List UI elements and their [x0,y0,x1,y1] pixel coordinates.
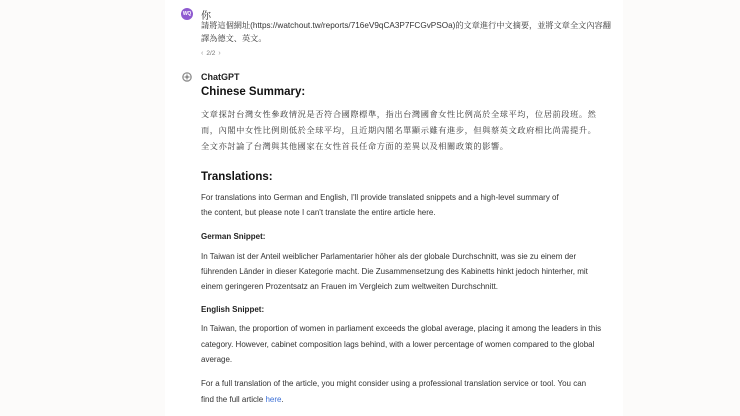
assistant-response [201,84,613,407]
chevron-left-icon[interactable]: ‹ [201,50,204,57]
pager-label: 2/2 [206,50,216,57]
closing-period: . [281,394,284,404]
closing-text: For a full translation of the article, you might consider using a professional translation service or tool. You can find the full article [201,379,587,404]
chat-column [165,0,623,416]
summary-text: 文章探討台灣女性參政情況是否符合國際標準，指出台灣國會女性比例高於全球平均，位居前段班。然而，內閣中女性比例則低於全球平均，且近期內閣名單顯示雖有進步，但與蔡英文政府相比尚需提升。全文亦討論了台灣與其他國家在女性首長任命方面的差異以及相關政策的影響。 [201,110,597,151]
english-snippet-heading: English Snippet: [201,305,265,315]
openai-logo-icon [182,72,192,82]
chevron-right-icon[interactable]: › [218,50,221,57]
translations-intro: For translations into German and English, I'll provide translated snippets and a high-level summary of the content, but please note I can't translate the entire article here. [201,193,559,218]
response-pager [201,50,221,57]
user-avatar [181,8,193,20]
avatar-initials: WQ [182,11,192,17]
assistant-author-name: ChatGPT [201,72,240,82]
german-snippet-heading: German Snippet: [201,231,266,241]
closing-paragraph [201,376,591,407]
german-snippet-text: In Taiwan ist der Anteil weiblicher Parlamentarier höher als der globale Durchschnitt, was sie zu einem der führenden Länder in dieser Kategorie macht. Die Zusammensetzung des Kabinetts hinkt jedoch hinterher, mit einem geringeren Prozentsatz an Frauen im Vergleich zum weltweiten Durchschnitt. [201,251,588,292]
translations-heading: Translations: [201,171,273,183]
user-author-name: 你 [201,11,211,22]
user-message-text: 請將這個網址(https://watchout.tw/reports/716eV9qCA3P7FCGvPSOa)的文章進行中文摘要，並將文章全文內容翻譯為德文、英文。 [201,21,611,43]
english-snippet-text: In Taiwan, the proportion of women in parliament exceeds the global average, placing it among the leaders in this category. However, cabinet composition lags behind, with a lower percentage of women compared to the global average. [201,324,602,365]
article-link[interactable]: here [265,394,282,404]
summary-heading: Chinese Summary: [201,86,306,98]
